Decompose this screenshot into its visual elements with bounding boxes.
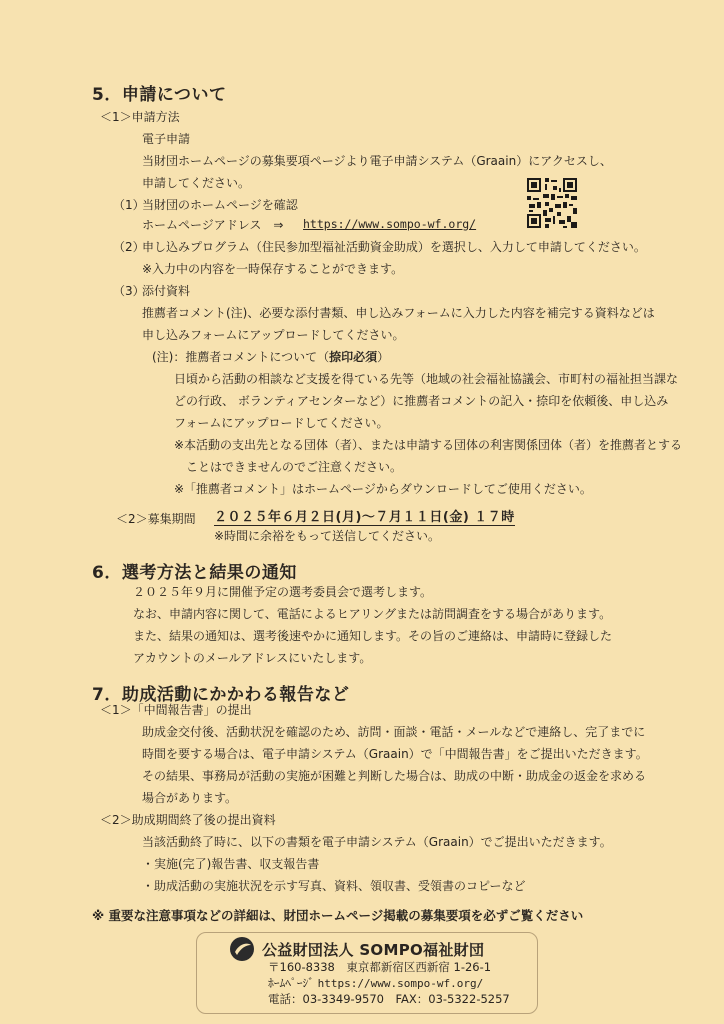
item-1-text: 当財団のホームページを確認	[142, 198, 298, 212]
section-7-line-7: ・助成活動の実施状況を示す写真、資料、領収書、受領書のコピーなど	[142, 879, 526, 893]
section-6-line-3: また、結果の通知は、選考後速やかに通知します。その旨のご連絡は、申請時に登録した	[133, 629, 613, 643]
application-period: ２０２５年６月２日(月)～７月１１日(金) １７時	[214, 510, 515, 525]
section-5-sub-2: ＜2＞募集期間	[116, 512, 196, 526]
section-7-line-5: 当該活動終了時に、以下の書類を電子申請システム（Graain）でご提出いただきます。	[142, 835, 612, 849]
note-line-4: ※本活動の支出先となる団体（者）、または申請する団体の利害関係団体（者）を推薦者とする	[174, 438, 683, 452]
item-3-number: （3）	[113, 284, 145, 298]
section-5-sub-1: ＜1＞申請方法	[100, 110, 180, 124]
method-line-1: 当財団ホームページの募集要項ページより電子申請システム（Graain）にアクセスし、	[142, 154, 612, 168]
important-notice: ※ 重要な注意事項などの詳細は、財団ホームページ掲載の募集要項を必ずご覧ください	[92, 908, 584, 923]
item-2-note: ※入力中の内容を一時保存することができます。	[142, 262, 404, 276]
section-5-heading: 5．申請について	[92, 85, 227, 105]
method-line-2: 申請してください。	[142, 176, 251, 190]
footer-homepage-url-link[interactable]: https://www.sompo-wf.org/	[317, 977, 484, 990]
section-6-line-1: ２０２５年９月に開催予定の選考委員会で選考します。	[133, 585, 433, 599]
section-7-heading: 7．助成活動にかかわる報告など	[92, 685, 350, 705]
homepage-address-label: ホームページアドレス ⇒	[142, 218, 284, 232]
electronic-application-label: 電子申請	[142, 132, 191, 146]
homepage-url-link[interactable]: https://www.sompo-wf.org/	[303, 217, 477, 231]
note-line-5: ことはできませんのでご注意ください。	[186, 460, 403, 474]
item-1-number: （1）	[113, 198, 145, 212]
section-7-sub-1: ＜1＞「中間報告書」の提出	[100, 703, 252, 717]
footer-homepage	[268, 978, 483, 990]
item-3-line-2: 申し込みフォームにアップロードしてください。	[142, 328, 405, 342]
note-head-text: (注)：推薦者コメントについて（	[152, 350, 330, 364]
section-7-line-6: ・実施(完了)報告書、収支報告書	[142, 857, 320, 871]
section-7-line-4: 場合があります。	[142, 791, 238, 805]
note-close-text: ）	[377, 350, 390, 364]
note-line-3: フォームにアップロードしてください。	[174, 416, 389, 430]
footer-org-name: 公益財団法人 SOMPO福祉財団	[262, 941, 485, 959]
section-7-line-1: 助成金交付後、活動状況を確認のため、訪問・面談・電話・メールなどで連絡し、完了までに	[142, 725, 646, 739]
recommender-note-heading	[152, 351, 389, 363]
section-7-line-3: その結果、事務局が活動の実施が困難と判断した場合は、助成の中断・助成金の返金を求める	[142, 769, 647, 783]
note-line-1: 日頃から活動の相談など支援を得ている先等（地域の社会福祉協議会、市町村の福祉担当課な	[174, 372, 679, 386]
qr-code-icon[interactable]	[527, 178, 577, 228]
item-3-line-1: 推薦者コメント(注)、必要な添付書類、申し込みフォームに入力した内容を補完する資料などは	[142, 306, 655, 320]
note-line-2: どの行政、 ボランティアセンターなど）に推薦者コメントの記入・捺印を依頼後、申し込み	[174, 394, 669, 408]
section-6-heading: 6．選考方法と結果の通知	[92, 563, 297, 583]
item-3-text: 添付資料	[142, 284, 191, 298]
section-6-line-4: アカウントのメールアドレスにいたします。	[133, 651, 372, 665]
footer-homepage-label: ﾎｰﾑﾍﾟｰｼﾞ	[268, 976, 314, 990]
item-2-number: （2）	[113, 240, 145, 254]
note-line-6: ※「推薦者コメント」はホームページからダウンロードしてご使用ください。	[174, 482, 592, 496]
section-7-line-2: 時間を要する場合は、電子申請システム（Graain）で「中間報告書」をご提出いただきます。	[142, 747, 648, 761]
section-6-line-2: なお、申請内容に関して、電話によるヒアリングまたは訪問調査をする場合があります。	[133, 607, 612, 621]
section-7-sub-2: ＜2＞助成期間終了後の提出資料	[100, 813, 276, 827]
footer-address: 〒160-8338 東京都新宿区西新宿 1-26-1	[268, 960, 492, 974]
seal-required-text: 捺印必須	[329, 350, 378, 364]
sompo-logo-icon	[229, 936, 255, 962]
footer-phone-fax: 電話：03-3349-9570 FAX：03-5322-5257	[268, 992, 510, 1006]
item-2-text: 申し込みプログラム（住民参加型福祉活動資金助成）を選択し、入力して申請してください。	[142, 240, 646, 254]
application-period-note: ※時間に余裕をもって送信してください。	[214, 529, 441, 543]
